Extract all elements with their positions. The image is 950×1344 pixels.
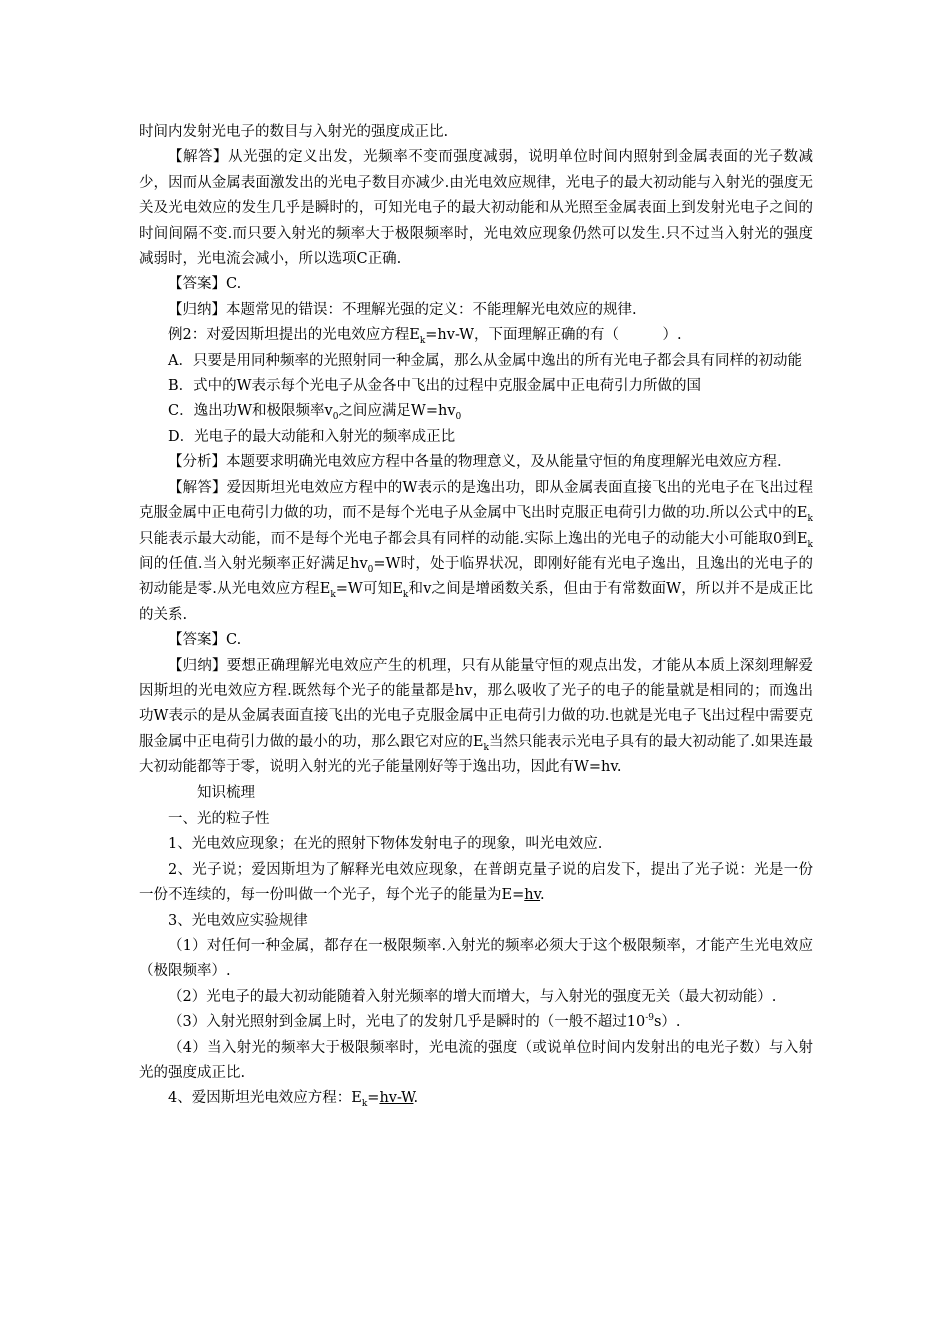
subscript: k <box>483 742 489 753</box>
option-d <box>139 425 813 450</box>
solution-tag: 【解答】 <box>168 149 229 166</box>
text-run: 3、光电效应实验规律 <box>168 912 308 929</box>
solution-tag: 【解答】 <box>168 479 227 496</box>
underlined-answer: hv-W <box>379 1090 414 1107</box>
text-run: 本题常见的错误：不理解光强的定义：不能理解光电效应的规律. <box>226 301 637 318</box>
rule-2 <box>139 985 813 1010</box>
item-2 <box>139 858 813 909</box>
item-1 <box>139 832 813 857</box>
text-run: 时间内发射光电子的数目与入射光的强度成正比. <box>139 124 449 140</box>
text-run: . <box>540 887 545 904</box>
text-run: C．逸出功W和极限频率v <box>168 403 333 420</box>
paragraph-summary-2 <box>139 654 813 781</box>
text-run: （4）当入射光的频率大于极限频率时，光电流的强度（或说单位时间内发射出的电光子数）与入射光的强度成正比. <box>139 1039 813 1082</box>
document-page <box>139 120 813 1112</box>
analysis-tag: 【分析】 <box>168 454 226 471</box>
text-run: （3）入射光照射到金属上时，光电了的发射几乎是瞬时的（一般不超过10 <box>168 1014 646 1031</box>
text-run: D．光电子的最大动能和入射光的频率成正比 <box>168 428 456 445</box>
summary-tag: 【归纳】 <box>168 657 227 674</box>
section-heading-1 <box>139 807 813 832</box>
text-run: 当然只能表示光电子具有的最大初动能了.如果连最大初动能都等于零，说明入射光的光子能量刚好等于逸出功，因此有W=hv. <box>139 733 813 776</box>
text-run: （1）对任何一种金属，都存在一极限频率.入射光的频率必须大于这个极限频率，才能产生光电效应（极限频率）. <box>139 938 813 980</box>
paragraph-solution-1 <box>139 145 813 272</box>
text-run: 爱因斯坦光电效应方程中的W表示的是逸出功，即从金属表面直接飞出的光电子在飞出过程克服金属中正电荷引力做的功，而不是每个光电子从金属中飞出时克服正电荷引力做的功.所以公式中的E <box>139 479 814 522</box>
text-run: 间的任值.当入射光频率正好满足hv <box>139 555 368 572</box>
text-run: 一、光的粒子性 <box>168 810 270 827</box>
text-run: 之间应满足W=hv <box>338 403 456 420</box>
section-label-knowledge <box>139 781 813 807</box>
text-run: 4、爱因斯坦光电效应方程：E <box>168 1090 362 1107</box>
subscript: 0 <box>455 412 462 423</box>
option-a <box>139 349 813 374</box>
subscript: k <box>330 590 336 601</box>
summary-tag: 【归纳】 <box>168 301 226 318</box>
text-run: C. <box>226 276 242 293</box>
text-run: 本题要求明确光电效应方程中各量的物理意义，及从能量守恒的角度理解光电效应方程. <box>226 454 782 471</box>
text-run: 要想正确理解光电效应产生的机理，只有从能量守恒的观点出发，才能从本质上深刻理解爱因斯坦的光电效应方程.既然每个光子的能量都是hv，那么吸收了光子的电子的能量就是相同的；而逸出功W表示的是从金属表面直接飞出的光电子克服金属中正电荷引力做的功.也就是光电子飞出过程中需要克服金属中正电荷引力做的最小的功，那么跟它对应的E <box>139 657 814 750</box>
subscript: k <box>807 513 813 524</box>
rule-4 <box>139 1036 813 1087</box>
text-run: = <box>367 1090 380 1107</box>
text-run: 从光强的定义出发，光频率不变而强度减弱，说明单位时间内照射到金属表面的光子数减少，因而从金属表面激发出的光电子数目亦减少.由光电效应规律，光电子的最大初动能与入射光的强度无关及光电效应的发生几乎是瞬时的，可知光电子的最大初动能和从光照至金属表面上到发射光电子之间的时间间隔不变.而只要入射光的频率大于极限频率时，光电效应现象仍然可以发生.只不过当入射光的强度减弱时，光电流会减小，所以选项C正确. <box>139 149 814 268</box>
rule-1 <box>139 934 813 985</box>
text-run: 2、光子说；爱因斯坦为了解释光电效应现象，在普朗克量子说的启发下，提出了光子说：光是一份一份不连续的，每一份叫做一个光子，每个光子的能量为E= <box>139 861 813 904</box>
option-b <box>139 374 813 399</box>
text-run: 1、光电效应现象；在光的照射下物体发射电子的现象，叫光电效应. <box>168 836 603 853</box>
rule-3 <box>139 1010 813 1035</box>
paragraph-analysis-2 <box>139 450 813 475</box>
text-run: s）. <box>653 1014 681 1031</box>
subscript: k <box>419 336 426 347</box>
subscript: k <box>361 1099 368 1110</box>
text-run: （2）光电子的最大初动能随着入射光频率的增大而增大，与入射光的强度无关（最大初动能）. <box>168 988 777 1005</box>
item-4 <box>139 1086 813 1111</box>
text-run: A．只要是用同种频率的光照射同一种金属，那么从金属中逸出的所有光电子都会具有同样的初动能 <box>168 352 802 369</box>
paragraph-solution-2 <box>139 476 813 628</box>
subscript: 0 <box>332 412 339 423</box>
text-run: . <box>413 1090 419 1107</box>
text-run: =W时，处于临界状况，即刚好能有光电子逸出，且逸出的光电子的初动能是零.从光电效应方程E <box>139 555 813 598</box>
text-run: 例2：对爱因斯坦提出的光电效应方程E <box>168 327 420 344</box>
text-run: C. <box>226 632 242 649</box>
text-run: 只能表示最大动能，而不是每个光电子都会具有同样的动能.实际上逸出的光电子的动能大小可能取0到E <box>139 530 808 547</box>
answer-tag: 【答案】 <box>168 632 226 649</box>
option-c <box>139 399 813 424</box>
text-run: =hv-W，下面理解正确的有（ ）. <box>425 327 682 344</box>
paragraph-example-2 <box>139 323 813 348</box>
text-run: B．式中的W表示每个光电子从金各中飞出的过程中克服金属中正电荷引力所做的国 <box>168 378 702 395</box>
item-3 <box>139 909 813 934</box>
text-run: 知识梳理 <box>168 781 255 807</box>
answer-tag: 【答案】 <box>168 276 226 293</box>
superscript: -9 <box>645 1013 654 1024</box>
subscript: 0 <box>367 564 374 575</box>
underlined-answer: hv <box>524 887 541 904</box>
subscript: k <box>402 590 409 601</box>
paragraph-answer-1 <box>139 272 813 297</box>
paragraph-summary-1 <box>139 298 813 323</box>
text-run: 和v之间是增函数关系，但由于有常数面W，所以并不是成正比的关系. <box>139 581 814 623</box>
subscript: k <box>807 539 813 550</box>
paragraph-continuation <box>139 120 813 145</box>
paragraph-answer-2 <box>139 628 813 653</box>
text-run: =W可知E <box>335 581 403 598</box>
